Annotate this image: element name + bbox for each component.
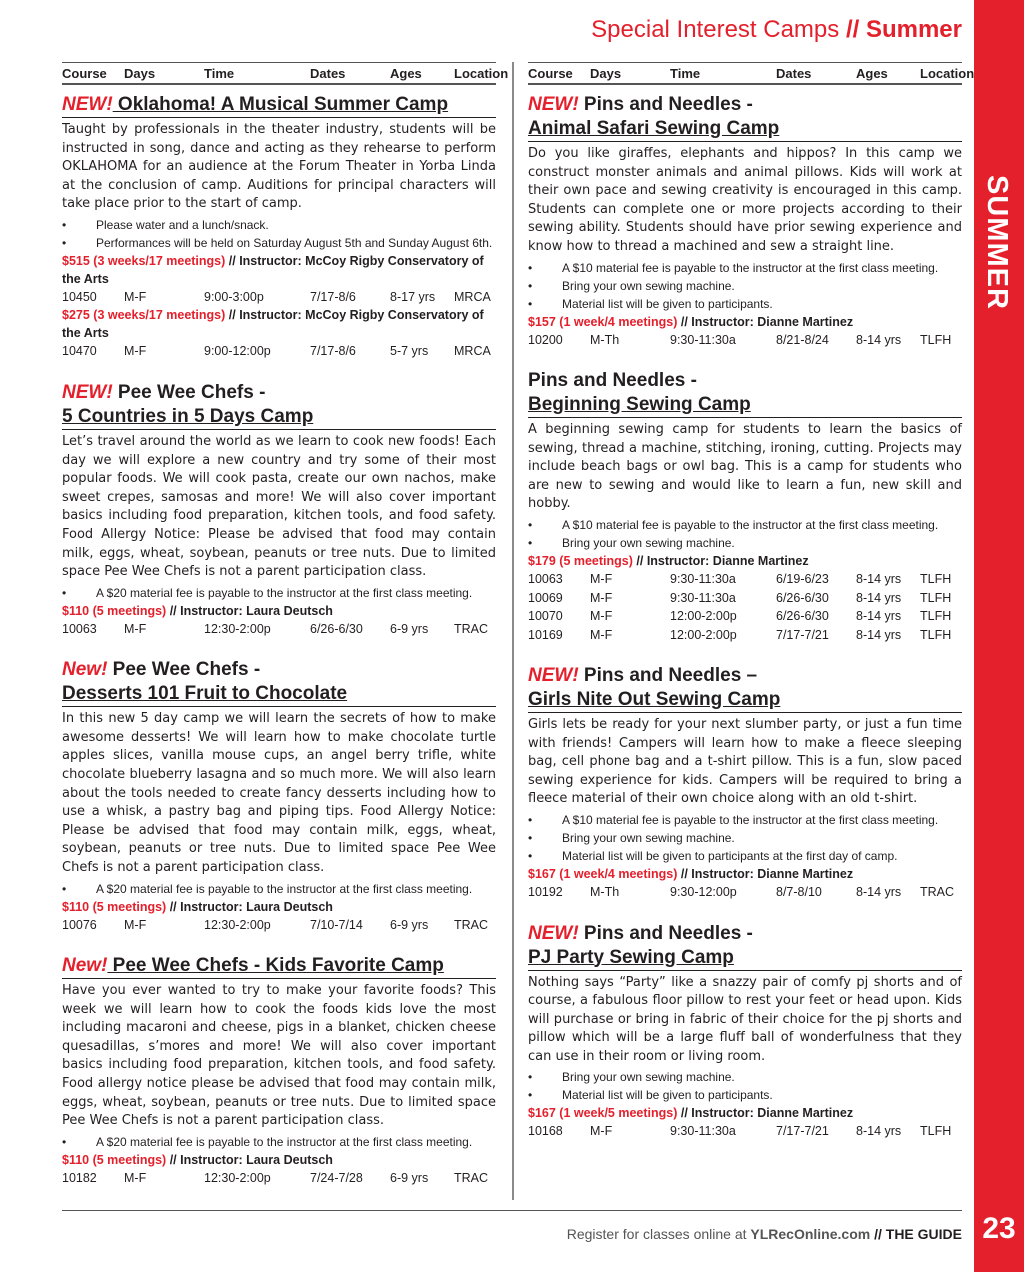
section-cell: 10450: [62, 289, 97, 304]
course-title-line1: [528, 94, 753, 115]
course-title-text: Pins and Needles –: [578, 665, 758, 687]
new-badge: NEW!: [528, 922, 579, 944]
section-cell: TLFH: [920, 332, 952, 347]
footer-rule: [62, 1210, 962, 1211]
bullet-icon: •: [528, 813, 533, 827]
column-divider: [512, 62, 514, 1200]
course-title-text: Pins and Needles -: [578, 94, 753, 115]
course-description: Have you ever wanted to try to make your favorite foods? This week we will learn how to cook the foods kids love the most including macaroni and cheese, pigs in a blanket, chicken cheese quesadillas, s’mores and more! We will also cover important basics including food preparation, kitchen tools, and food safety. Food allergy notice please be advised that food may contain milk, eggs, wheat, soybean, peanuts or tree nuts. Due to limited space Pee Wee Chefs is not a parent participation class.: [62, 983, 496, 1129]
price-instructor: [62, 602, 496, 620]
new-badge: NEW!: [62, 381, 113, 403]
bullet-item: [62, 234, 496, 252]
section-cell: 12:00-2:00p: [670, 627, 737, 642]
price-instructor: [528, 552, 962, 570]
new-badge: NEW!: [62, 94, 113, 115]
bullet-icon: •: [62, 881, 67, 896]
bullet-icon: •: [62, 585, 67, 600]
course-title-line1: [528, 923, 753, 944]
price: $110 (5 meetings): [62, 899, 167, 914]
footer-separator: //: [870, 1226, 886, 1242]
column-header: Time: [670, 66, 701, 81]
section-cell: M-F: [590, 627, 613, 642]
section-cell: 12:30-2:00p: [204, 917, 271, 932]
price: $515 (3 weeks/17 meetings): [62, 253, 226, 268]
bullet-icon: •: [528, 1070, 533, 1085]
section-cell: 6-9 yrs: [390, 917, 429, 932]
price: $110 (5 meetings): [62, 1152, 167, 1167]
bullet-text: Material list will be given to participants.: [562, 1088, 773, 1103]
course-description: Taught by professionals in the theater industry, students will be instructed in song, dance and acting as they rehearse to perform OKLAHOMA for an audience at the Forum Theater in Yorba Linda at the conclusion of camp. Auditions for principal characters will take place prior to the start of camp.: [62, 122, 496, 212]
section-cell: 7/17-7/21: [776, 627, 829, 642]
section-cell: 9:30-11:30a: [670, 332, 736, 347]
price: $157 (1 week/4 meetings): [528, 314, 678, 329]
course-subtitle: Girls Nite Out Sewing Camp: [528, 689, 781, 711]
bullet-item: [528, 829, 962, 847]
course-title-line1: [62, 382, 265, 403]
section-cell: M-Th: [590, 885, 620, 899]
bullet-text: A $10 material fee is payable to the instructor at the first class meeting.: [562, 260, 939, 275]
section-cell: 9:00-3:00p: [204, 289, 264, 304]
section-cell: TLFH: [920, 590, 952, 605]
price-instructor: [62, 898, 496, 916]
section-cell: 10192: [528, 885, 563, 899]
section-cell: 7/17-8/6: [310, 344, 356, 359]
section-cell: 5-7 yrs: [390, 344, 429, 359]
section-cell: 9:30-12:00p: [670, 885, 737, 899]
section-cell: MRCA: [454, 289, 491, 304]
side-tab-label: SUMMER: [981, 175, 1013, 310]
bullet-item: [528, 516, 962, 534]
instructor: // Instructor: Dianne Martinez: [632, 554, 809, 569]
table-header: [62, 62, 509, 85]
bullet-item: [528, 534, 962, 552]
course-subtitle: PJ Party Sewing Camp: [528, 946, 734, 968]
instructor: // Instructor: Dianne Martinez: [677, 1106, 854, 1121]
section-cell: 8-14 yrs: [856, 590, 902, 605]
bullet-item: [62, 216, 496, 234]
bullet-icon: •: [62, 235, 67, 250]
section-cell: M-F: [124, 621, 147, 636]
bullet-icon: •: [528, 296, 533, 311]
price-instructor: [528, 313, 962, 331]
section-cell: TLFH: [920, 627, 952, 642]
column-header: Days: [124, 66, 156, 81]
course-description: Girls lets be ready for your next slumber party, or just a fun time with friends! Campers will learn how to make a fleece sleeping bag, cell phone bag and a t-shirt pillow. This is a fun, slow paced sewing experience for kids. Campers will be required to bring a fleece material of their own choice along with an old t-shirt.: [528, 717, 962, 807]
course-title-line1: [62, 94, 448, 115]
section-cell: 9:30-11:30a: [670, 1124, 736, 1139]
bullet-icon: •: [528, 849, 533, 863]
price-instructor: [528, 1104, 962, 1122]
course-subtitle: Animal Safari Sewing Camp: [528, 118, 780, 139]
column-header: Course: [62, 66, 107, 81]
course-listing: [62, 658, 496, 934]
course-title-line1: [528, 370, 697, 391]
bullet-text: Material list will be given to participants at the first day of camp.: [562, 849, 898, 863]
course-title: [62, 954, 496, 979]
section-cell: 10076: [62, 917, 97, 932]
left-column: [62, 62, 509, 1207]
bullet-icon: •: [528, 536, 533, 551]
section-cell: 8-14 yrs: [856, 885, 902, 899]
instructor: // Instructor: McCoy Rigby Conservatory of the Arts: [62, 308, 484, 341]
bullet-icon: •: [528, 1088, 533, 1103]
instructor: // Instructor: Dianne Martinez: [677, 867, 854, 881]
section-cell: 6-9 yrs: [390, 621, 429, 636]
course-title: [62, 658, 496, 707]
page-header: [591, 16, 962, 44]
bullet-item: [528, 259, 962, 277]
section-cell: M-F: [590, 590, 613, 605]
instructor: // Instructor: Dianne Martinez: [677, 314, 854, 329]
course-title-text: Pee Wee Chefs - Kids Favorite Camp: [107, 955, 444, 977]
course-listing: [528, 922, 962, 1141]
section-row: [528, 331, 962, 350]
section-cell: 8-14 yrs: [856, 572, 902, 587]
course-listing: [528, 93, 962, 349]
course-description: Let’s travel around the world as we learn to cook new foods! Each day we will explore a new country and try some of their most popular foods. We will cook pasta, create our own nachos, make sweet crepes, samosas and more! We will also cover important basics including food preparation, kitchen tools, and food safety. Food Allergy Notice: Please be advised that food may contain milk, eggs, wheat, soybean, peanuts or tree nuts. Due to limited space Pee Wee Chefs is not a parent participation class.: [62, 433, 496, 580]
section-cell: TRAC: [454, 621, 489, 636]
section-cell: TLFH: [920, 572, 952, 587]
bullet-icon: •: [528, 278, 533, 293]
price: $179 (5 meetings): [528, 554, 633, 569]
section-row: [528, 626, 962, 645]
course-title: [528, 922, 962, 971]
section-cell: M-F: [124, 289, 147, 304]
bullet-item: [528, 847, 962, 865]
bullet-text: Bring your own sewing machine.: [562, 1070, 735, 1085]
column-header: Days: [590, 66, 622, 81]
section-cell: 7/17-8/6: [310, 289, 356, 304]
section-cell: MRCA: [454, 344, 491, 359]
course-subtitle: Desserts 101 Fruit to Chocolate: [62, 683, 348, 705]
bullet-icon: •: [528, 831, 533, 845]
section-cell: 10069: [528, 590, 563, 605]
section-cell: 8/7-8/10: [776, 885, 822, 899]
course-title-text: Oklahoma! A Musical Summer Camp: [112, 94, 449, 115]
bullet-text: Bring your own sewing machine.: [562, 831, 735, 845]
price-instructor: [528, 865, 962, 883]
course-subtitle: 5 Countries in 5 Days Camp: [62, 405, 314, 427]
footer-link[interactable]: YLRecOnline.com: [750, 1226, 871, 1242]
section-cell: 8-14 yrs: [856, 609, 902, 624]
price: $110 (5 meetings): [62, 603, 167, 618]
course-description: In this new 5 day camp we will learn the secrets of how to make awesome desserts! We will learn how to make chocolate turtle apples slices, vanilla mouse cups, an angel berry trifle, white chocolate blueberry lasagna and so much more. We will also learn about the tools needed to create fancy desserts including how to use a whisk, a pastry bag and piping tips. Food Allergy Notice: Please be advised that food may contain milk, eggs, wheat, soybean, peanuts or tree nuts. Due to limited space Pee Wee Chefs is not a parent participation class.: [62, 711, 496, 875]
section-row: [528, 883, 962, 902]
course-title-text: Pee Wee Chefs -: [112, 381, 266, 403]
header-title-light: Special Interest Camps: [591, 16, 840, 43]
course-title: [528, 93, 962, 142]
new-badge: NEW!: [528, 94, 579, 115]
course-title-text: Pins and Needles -: [528, 370, 697, 392]
bullet-text: A $10 material fee is payable to the instructor at the first class meeting.: [562, 813, 939, 827]
column-header: Dates: [310, 66, 346, 81]
course-title-text: Pins and Needles -: [578, 922, 753, 944]
section-row: [62, 620, 496, 639]
column-header: Ages: [856, 66, 888, 81]
bullet-text: Bring your own sewing machine.: [562, 278, 735, 293]
section-cell: TLFH: [920, 609, 952, 624]
course-listing: [62, 954, 496, 1187]
bullet-text: Please water and a lunch/snack.: [96, 217, 269, 232]
bullet-item: [528, 277, 962, 295]
course-title: [528, 369, 962, 418]
footer: [567, 1226, 962, 1242]
course-listing: [528, 369, 962, 644]
bullet-text: Bring your own sewing machine.: [562, 536, 735, 551]
course-description: Nothing says “Party” like a snazzy pair of comfy pj shorts and of course, a fabulous floor pillow to rest your feet or head upon. Kids will purchase or bring in fabric of their choice for the pj shorts and pillow which will be a large fluff ball of wonderfulness that they can use in their room or living room.: [528, 974, 962, 1064]
section-row: [528, 570, 962, 589]
bullet-item: [528, 1068, 962, 1086]
section-cell: M-F: [124, 344, 147, 359]
section-cell: M-F: [124, 1170, 147, 1185]
page-number: 23: [982, 1212, 1016, 1245]
column-header: Location: [454, 66, 509, 81]
section-cell: 9:30-11:30a: [670, 572, 736, 587]
section-cell: 7/10-7/14: [310, 917, 363, 932]
header-separator: //: [845, 16, 860, 43]
instructor: // Instructor: McCoy Rigby Conservatory of the Arts: [62, 253, 484, 286]
course-listing: [528, 664, 962, 901]
bullet-text: Performances will be held on Saturday August 5th and Sunday August 6th.: [96, 235, 493, 250]
section-cell: 10182: [62, 1170, 97, 1185]
course-description: Do you like giraffes, elephants and hippos? In this camp we construct monster animals and animal pillows. Kids will work at their own pace and sewing creativity is encouraged in this camp. Students can complete one or more projects according to their sewing ability. Students should have prior sewing experience and know how to thread a machined and sew a straight line.: [528, 146, 962, 254]
section-cell: TRAC: [454, 1170, 489, 1185]
bullet-item: [528, 1086, 962, 1104]
bullet-text: A $10 material fee is payable to the instructor at the first class meeting.: [562, 518, 939, 533]
section-cell: 6-9 yrs: [390, 1170, 429, 1185]
course-subtitle: Beginning Sewing Camp: [528, 394, 751, 416]
bullet-item: [62, 880, 496, 898]
section-row: [62, 1169, 496, 1188]
side-tab: [974, 0, 1024, 1272]
course-description: A beginning sewing camp for students to learn the basics of sewing, thread a machine, stitching, ironing, cutting. Projects may include beach bags or owl bag. This is a camp for students who are new to sewing and would like to learn a fun, new skill and hobby.: [528, 422, 962, 512]
footer-text: Register for classes online at: [566, 1226, 751, 1242]
course-listing: [62, 381, 496, 638]
section-cell: 10063: [528, 572, 563, 587]
bullet-item: [62, 1133, 496, 1151]
bullet-icon: •: [528, 518, 533, 533]
section-cell: M-F: [590, 572, 613, 587]
section-row: [528, 607, 962, 626]
section-cell: M-F: [124, 917, 147, 932]
course-title-text: Pee Wee Chefs -: [107, 659, 261, 681]
course-title-line1: [62, 955, 444, 976]
course-title-line1: [528, 665, 757, 686]
section-cell: 6/26-6/30: [776, 609, 829, 624]
column-header: Ages: [390, 66, 422, 81]
section-cell: 12:30-2:00p: [204, 621, 271, 636]
section-row: [62, 342, 496, 361]
section-cell: M-Th: [590, 332, 620, 347]
right-column: [528, 62, 975, 1161]
section-cell: TLFH: [920, 1124, 952, 1139]
section-cell: 6/19-6/23: [776, 572, 829, 587]
section-cell: 9:00-12:00p: [204, 344, 271, 359]
price: $167 (1 week/5 meetings): [528, 1106, 678, 1121]
new-badge: NEW!: [528, 665, 579, 687]
section-row: [62, 916, 496, 935]
section-cell: 7/17-7/21: [776, 1124, 829, 1139]
column-header: Location: [920, 66, 975, 81]
course-title: [62, 381, 496, 430]
course-title: [62, 93, 496, 118]
section-cell: 10169: [528, 627, 563, 642]
column-header: Course: [528, 66, 573, 81]
section-cell: 10470: [62, 344, 97, 359]
section-cell: 9:30-11:30a: [670, 590, 736, 605]
section-cell: M-F: [590, 1124, 613, 1139]
price-instructor: [62, 306, 496, 342]
section-cell: 10200: [528, 332, 563, 347]
instructor: // Instructor: Laura Deutsch: [166, 899, 333, 914]
price-instructor: [62, 1151, 496, 1169]
bullet-text: Material list will be given to participants.: [562, 296, 773, 311]
section-cell: 6/26-6/30: [776, 590, 829, 605]
section-row: [528, 1122, 962, 1141]
footer-guide: THE GUIDE: [885, 1226, 962, 1242]
section-cell: 8/21-8/24: [776, 332, 829, 347]
bullet-text: A $20 material fee is payable to the instructor at the first class meeting.: [96, 585, 473, 600]
section-cell: TRAC: [454, 917, 489, 932]
section-cell: TRAC: [920, 885, 955, 899]
section-cell: 8-17 yrs: [390, 289, 436, 304]
bullet-item: [62, 584, 496, 602]
section-cell: 6/26-6/30: [310, 621, 363, 636]
section-cell: 10063: [62, 621, 97, 636]
bullet-item: [528, 811, 962, 829]
bullet-text: A $20 material fee is payable to the instructor at the first class meeting.: [96, 881, 473, 896]
bullet-icon: •: [62, 217, 67, 232]
section-cell: 7/24-7/28: [310, 1170, 363, 1185]
instructor: // Instructor: Laura Deutsch: [166, 603, 333, 618]
bullet-icon: •: [528, 260, 533, 275]
table-header: [528, 62, 975, 85]
column-header: Dates: [776, 66, 812, 81]
bullet-icon: •: [62, 1134, 67, 1149]
price-instructor: [62, 252, 496, 288]
course-title: [528, 664, 962, 713]
section-row: [528, 589, 962, 608]
section-cell: 8-14 yrs: [856, 1124, 902, 1139]
section-cell: 8-14 yrs: [856, 627, 902, 642]
section-cell: 10168: [528, 1124, 563, 1139]
section-row: [62, 288, 496, 307]
column-header: Time: [204, 66, 235, 81]
course-listing: [62, 93, 496, 361]
course-title-line1: [62, 659, 260, 680]
instructor: // Instructor: Laura Deutsch: [166, 1152, 333, 1167]
section-cell: 10070: [528, 609, 563, 624]
section-cell: M-F: [590, 609, 613, 624]
header-title-bold: Summer: [865, 16, 962, 43]
price: $167 (1 week/4 meetings): [528, 867, 678, 881]
price: $275 (3 weeks/17 meetings): [62, 308, 226, 323]
section-cell: 12:30-2:00p: [204, 1170, 271, 1185]
bullet-text: A $20 material fee is payable to the instructor at the first class meeting.: [96, 1134, 473, 1149]
bullet-item: [528, 295, 962, 313]
section-cell: 8-14 yrs: [856, 332, 902, 347]
new-badge: New!: [62, 659, 108, 681]
section-cell: 12:00-2:00p: [670, 609, 737, 624]
new-badge: New!: [62, 955, 108, 977]
